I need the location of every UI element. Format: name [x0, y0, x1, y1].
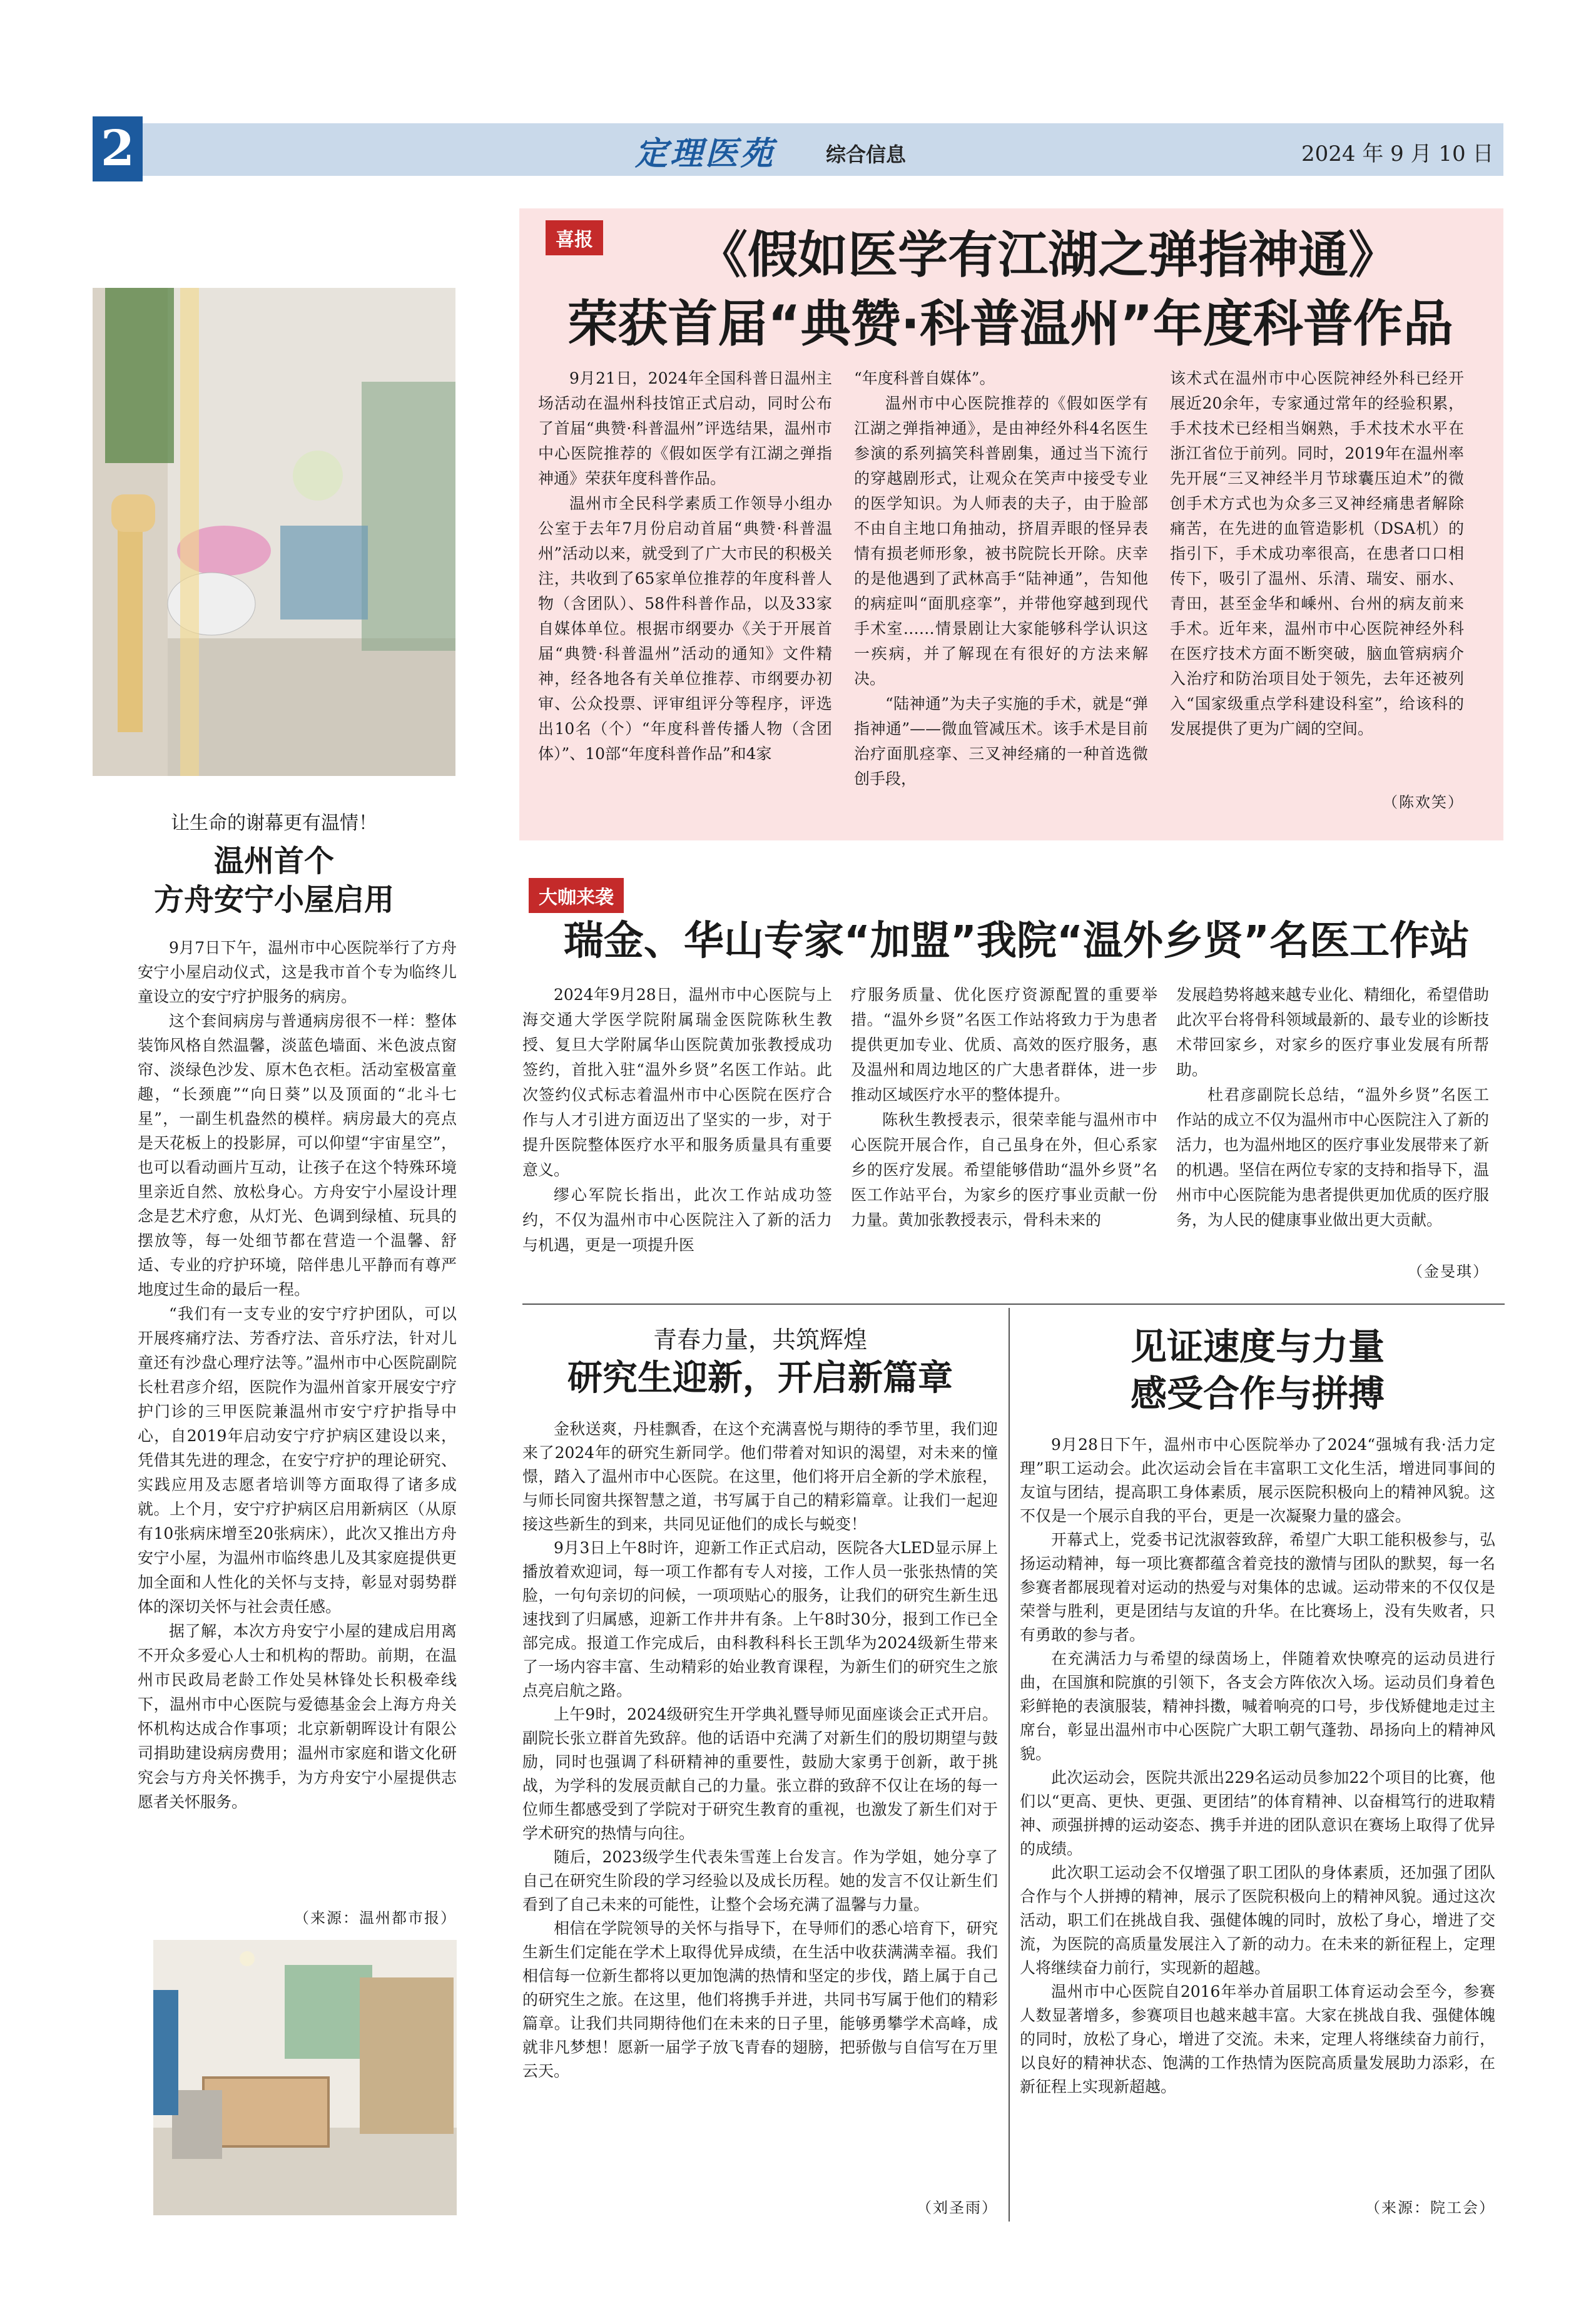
article-2-title-line1: 温州首个	[213, 844, 334, 879]
article-1-title-line1: 《假如医学有江湖之弹指神通》	[698, 226, 1398, 284]
article-1-col2	[854, 366, 1148, 792]
section-name: 综合信息	[826, 143, 907, 166]
paragraph: 上午9时，2024级研究生开学典礼暨导师见面座谈会正式开启。副院长张立群首先致辞。他的话语中充满了对新生们的殷切期望与鼓励，同时也强调了科研精神的重要性，鼓励大家勇于创新，敢于挑战，为学科的发展贡献自己的力量。张立群的致辞不仅让在场的每一位师生都感受到了学院对于研究生教育的重视，也激发了新生们对于学术研究的热情与向往。	[522, 1705, 998, 1842]
article-3-source: （金旻琪）	[1408, 1263, 1489, 1280]
article-2-kicker: 让生命的谢幕更有温情！	[171, 812, 377, 834]
paragraph: 该术式在温州市中心医院神经外科已经开展近20余年，专家通过常年的经验积累，手术技术已经相当娴熟，手术技术水平在浙江省位于前列。同时，2019年在温州率先开展“三叉神经半月节球囊压迫术”的微创手术方式也为众多三叉神经痛患者解除痛苦，在先进的血管造影机（DSA机）的指引下，手术成功率很高，在患者口口相传下，吸引了温州、乐清、瑞安、丽水、青田，甚至金华和嵊州、台州的病友前来手术。近年来，温州市中心医院神经外科在医疗技术方面不断突破，脑血管病病介入治疗和防治项目处于领先，去年还被列入“国家级重点学科建设科室”，给该科的发展提供了更为广阔的空间。	[1170, 369, 1464, 738]
paragraph: 温州市中心医院推荐的《假如医学有江湖之弹指神通》，是由神经外科4名医生参演的系列搞笑科普剧集，通过当下流行的穿越剧形式，让观众在笑声中接受专业的医学知识。为人师表的夫子，由于脸部不由自主地口角抽动，挤眉弄眼的怪异表情有损老师形象，被书院院长开除。庆幸的是他遇到了武林高手“陆神通”，告知他的病症叫“面肌痉挛”，并带他穿越到现代手术室……情景剧让大家能够科学认识这一疾病，并了解现在有很好的方法来解决。	[854, 394, 1148, 688]
paragraph: 9月7日下午，温州市中心医院举行了方舟安宁小屋启动仪式，这是我市首个专为临终儿童设立的安宁疗护服务的病房。	[138, 939, 457, 1006]
paragraph: 在充满活力与希望的绿茵场上，伴随着欢快嘹亮的运动员进行曲，在国旗和院旗的引领下，各支会方阵依次入场。运动员们身着色彩鲜艳的表演服装，精神抖擞，喊着响亮的口号，步伐矫健地走过主席台，彰显出温州市中心医院广大职工朝气蓬勃、昂扬向上的精神风貌。	[1020, 1650, 1495, 1763]
article-5-body	[1020, 1433, 1495, 2099]
paragraph: 温州市全民科学素质工作领导小组办公室于去年7月份启动首届“典赞·科普温州”活动以来，就受到了广大市民的积极关注，共收到了65家单位推荐的年度科普人物（含团队）、58件科普作品，以及33家自媒体单位。根据市纲要办《关于开展首届“典赞·科普温州”活动的通知》文件精神，经各地各有关单位推荐、市纲要办初审、公众投票、评审组评分等程序，评选出10名（个）“年度科普传播人物（含团体）”、10部“年度科普作品”和4家	[538, 494, 832, 763]
article-5-source: （来源：院工会）	[1365, 2199, 1495, 2217]
article-3-col1	[522, 982, 832, 1258]
paragraph: “年度科普自媒体”。	[854, 369, 995, 387]
paragraph: 此次职工运动会不仅增强了职工团队的身体素质，还加强了团队合作与个人拼搏的精神，展示了医院积极向上的精神风貌。通过这次活动，职工们在挑战自我、强健体魄的同时，放松了身心，增进了交流，为医院的高质量发展注入了新的动力。在未来的新征程上，定理人将继续奋力前行，实现新的超越。	[1020, 1864, 1495, 1977]
masthead-bar	[93, 123, 1503, 176]
paragraph: 缪心军院长指出，此次工作站成功签约，不仅为温州市中心医院注入了新的活力与机遇，更是一项提升医	[522, 1186, 832, 1254]
article-3-col2	[851, 982, 1157, 1233]
paragraph: “我们有一支专业的安宁疗护团队，可以开展疼痛疗法、芳香疗法、音乐疗法，针对儿童还有沙盘心理疗法等。”温州市中心医院副院长杜君彦介绍，医院作为温州首家开展安宁疗护门诊的三甲医院兼温州市安宁疗护指导中心，自2019年启动安宁疗护病区建设以来，凭借其先进的理念，在安宁疗护的理论研究、实践应用及志愿者培训等方面取得了诸多成就。上个月，安宁疗护病区启用新病区（从原有10张病床增至20张病床），此次又推出方舟安宁小屋，为温州市临终患儿及其家庭提供更加全面和人性化的关怀与支持，彰显对弱势群体的深切关怀与社会责任感。	[138, 1305, 457, 1616]
paragraph: 据了解，本次方舟安宁小屋的建成启用离不开众多爱心人士和机构的帮助。前期，在温州市民政局老龄工作处吴林锋处长积极牵线下，温州市中心医院与爱德基金会上海方舟关怀机构达成合作事项；北京新朝晖设计有限公司捐助建设病房费用；温州市家庭和谐文化研究会与方舟关怀携手，为方舟安宁小屋提供志愿者关怀服务。	[138, 1622, 457, 1811]
vertical-divider	[1009, 1308, 1010, 2222]
paragraph: 金秋送爽，丹桂飘香，在这个充满喜悦与期待的季节里，我们迎来了2024年的研究生新同学。他们带着对知识的渴望，对未来的憧憬，踏入了温州市中心医院。在这里，他们将开启全新的学术旅程，与师长同窗共探智慧之道，书写属于自己的精彩篇章。让我们一起迎接这些新生的到来，共同见证他们的成长与蜕变！	[522, 1420, 998, 1533]
horizontal-divider	[522, 1304, 1505, 1305]
paragraph: 温州市中心医院自2016年举办首届职工体育运动会至今，参赛人数显著增多，参赛项目也越来越丰富。大家在挑战自我、强健体魄的同时，放松了身心，增进了交流。未来，定理人将继续奋力前行，以良好的精神状态、饱满的工作热情为医院高质量发展助力添彩，在新征程上实现新超越。	[1020, 1982, 1495, 2096]
paragraph: 相信在学院领导的关怀与指导下，在导师们的悉心培育下，研究生新生们定能在学术上取得优异成绩，在生活中收获满满幸福。我们相信每一位新生都将以更加饱满的热情和坚定的步伐，踏上属于自己的研究生之旅。在这里，他们将携手并进，共同书写属于他们的精彩篇章。让我们共同期待他们在未来的日子里，能够勇攀学术高峰，成就非凡梦想！愿新一届学子放飞青春的翅膀，把骄傲与自信写在万里云天。	[522, 1919, 998, 2080]
article-1-source: （陈欢笑）	[1383, 793, 1464, 811]
article-2-source: （来源：温州都市报）	[294, 1909, 457, 1927]
photo-hospice-room	[93, 288, 455, 776]
paragraph: 9月28日下午，温州市中心医院举办了2024“强城有我·活力定理”职工运动会。此次运动会旨在丰富职工文化生活，增进同事间的友谊与团结，提高职工身体素质，展示医院积极向上的精神风貌。这不仅是一个展示自我的平台，更是一次凝聚力量的盛会。	[1020, 1436, 1495, 1525]
paragraph: 杜君彦副院长总结，“温外乡贤”名医工作站的成立不仅为温州市中心医院注入了新的活力，也为温州地区的医疗事业发展带来了新的机遇。坚信在两位专家的支持和指导下，温州市中心医院能为患者提供更加优质的医疗服务，为人民的健康事业做出更大贡献。	[1176, 1086, 1490, 1229]
paragraph: 陈秋生教授表示，很荣幸能与温州市中心医院开展合作，自己虽身在外，但心系家乡的医疗发展。希望能够借助“温外乡贤”名医工作站平台，为家乡的医疗事业贡献一份力量。黄加张教授表示，骨科未来的	[851, 1111, 1157, 1229]
paragraph: 2024年9月28日，温州市中心医院与上海交通大学医学院附属瑞金医院陈秋生教授、复旦大学附属华山医院黄加张教授成功签约，首批入驻“温外乡贤”名医工作站。此次签约仪式标志着温州市中心医院在医疗合作与人才引进方面迈出了坚实的一步，对于提升医院整体医疗水平和服务质量具有重要意义。	[522, 986, 832, 1179]
article-4-kicker: 青春力量，共筑辉煌	[653, 1326, 867, 1354]
paragraph: 这个套间病房与普通病房很不一样：整体装饰风格自然温馨，淡蓝色墙面、米色波点窗帘、淡绿色沙发、原木色衣柜。活动室极富童趣，“长颈鹿”“向日葵”以及顶面的“北斗七星”，一副生机盎然的模样。病房最大的亮点是天花板上的投影屏，可以仰望“宇宙星空”，也可以看动画片互动，让孩子在这个特殊环境里亲近自然、放松身心。方舟安宁小屋设计理念是艺术疗愈，从灯光、色调到绿植、玩具的摆放等，每一处细节都在营造一个温馨、舒适、专业的疗护环境，陪伴患儿平静而有尊严地度过生命的最后一程。	[138, 1012, 457, 1298]
paragraph: 发展趋势将越来越专业化、精细化，希望借助此次平台将骨科领域最新的、最专业的诊断技术带回家乡，对家乡的医疗事业发展有所帮助。	[1176, 986, 1490, 1079]
article-3-title: 瑞金、华山专家“加盟”我院“温外乡贤”名医工作站	[563, 918, 1470, 964]
article-3-tag: 大咖来袭	[529, 878, 624, 913]
article-4-body	[522, 1417, 998, 2083]
article-1-tag: 喜报	[546, 220, 603, 255]
newspaper-logo: 定理医苑	[635, 135, 776, 173]
paragraph: 开幕式上，党委书记沈淑蓉致辞，希望广大职工能积极参与，弘扬运动精神，每一项比赛都蕴含着竞技的激情与团队的默契，每一名参赛者都展现着对运动的热爱与对集体的忠诚。运动带来的不仅仅是荣誉与胜利，更是团结与友谊的升华。在比赛场上，没有失败者，只有勇敢的参与者。	[1020, 1531, 1495, 1644]
paragraph: 疗服务质量、优化医疗资源配置的重要举措。“温外乡贤”名医工作站将致力于为患者提供更加专业、优质、高效的医疗服务，惠及温州和周边地区的广大患者群体，进一步推动区域医疗水平的整体提升。	[851, 986, 1157, 1104]
paragraph: 此次运动会，医院共派出229名运动员参加22个项目的比赛，他们以“更高、更快、更强、更团结”的体育精神、以奋楫笃行的进取精神、顽强拼搏的运动姿态、携手并进的团队意识在赛场上取得了优异的成绩。	[1020, 1768, 1495, 1858]
article-1-title-line2: 荣获首届“典赞·科普温州”年度科普作品	[567, 295, 1453, 353]
article-1-col1	[538, 366, 832, 767]
article-5-title-line2: 感受合作与拼搏	[1130, 1372, 1385, 1415]
photo-ward-room	[153, 1940, 457, 2215]
page-number: 2	[93, 116, 143, 181]
article-2-title-line2: 方舟安宁小屋启用	[153, 882, 394, 917]
paragraph: 随后，2023级学生代表朱雪莲上台发言。作为学姐，她分享了自己在研究生阶段的学习经验以及成长历程。她的发言不仅让新生们看到了自己未来的可能性，让整个会场充满了温馨与力量。	[522, 1848, 998, 1914]
article-3-col3	[1176, 982, 1489, 1233]
issue-date: 2024 年 9 月 10 日	[1301, 141, 1494, 166]
paragraph: “陆神通”为夫子实施的手术，就是“弹指神通”——微血管减压术。该手术是目前治疗面肌痉挛、三叉神经痛的一种首选微创手段，	[854, 695, 1148, 788]
paragraph: 9月3日上午8时许，迎新工作正式启动，医院各大LED显示屏上播放着欢迎词，每一项工作都有专人对接，工作人员一张张热情的笑脸，一句句亲切的问候，一项项贴心的服务，让我们的研究生新生迅速找到了归属感，迎新工作井井有条。上午8时30分，报到工作已全部完成。报道工作完成后，由科教科科长王凯华为2024级新生带来了一场内容丰富、生动精彩的始业教育课程，为新生们的研究生之旅点亮启航之路。	[522, 1539, 998, 1700]
paragraph: 9月21日，2024年全国科普日温州主场活动在温州科技馆正式启动，同时公布了首届“典赞·科普温州”评选结果，温州市中心医院推荐的《假如医学有江湖之弹指神通》荣获年度科普作品。	[538, 369, 832, 487]
article-1-col3	[1170, 366, 1464, 742]
article-4-source: （刘圣雨）	[917, 2199, 998, 2217]
article-5-title-line1: 见证速度与力量	[1130, 1325, 1385, 1368]
article-4-title: 研究生迎新，开启新篇章	[567, 1358, 953, 1399]
article-2-body	[138, 936, 457, 1814]
